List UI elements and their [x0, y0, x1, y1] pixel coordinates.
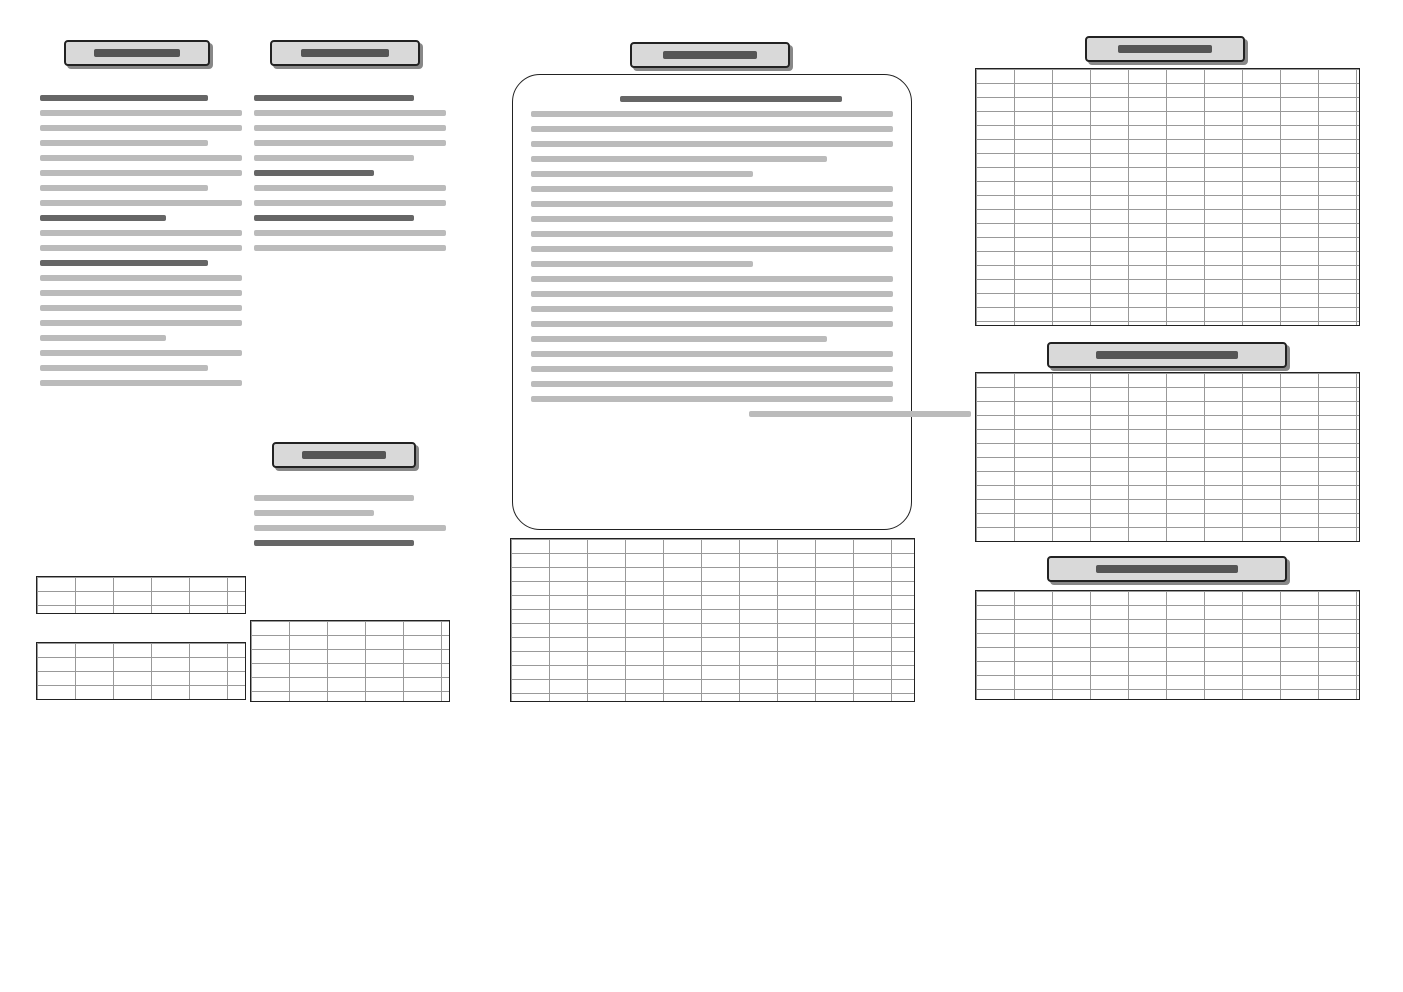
panel-a-text [36, 86, 246, 395]
panel-d-heading-3 [1047, 556, 1287, 582]
panel-b [250, 34, 450, 724]
panel-a [36, 34, 246, 724]
panel-d-heading-1 [1085, 36, 1245, 62]
panel-c-table [510, 538, 915, 702]
panel-c-article-frame [512, 74, 912, 530]
panel-d [975, 34, 1360, 724]
panel-d-table-1 [975, 68, 1360, 326]
panel-d-table-2 [975, 372, 1360, 542]
panel-c-heading [630, 42, 790, 68]
panel-a-table-2 [36, 642, 246, 700]
panel-b-heading-2 [272, 442, 416, 468]
panel-a-table-1 [36, 576, 246, 614]
panel-b-text-top [250, 86, 450, 260]
panel-b-heading [270, 40, 420, 66]
panel-c [510, 34, 915, 724]
panel-c-article-text [513, 87, 911, 426]
panel-d-table-3 [975, 590, 1360, 700]
panel-b-text-bottom [250, 486, 450, 555]
panel-b-table [250, 620, 450, 702]
panel-d-heading-2 [1047, 342, 1287, 368]
panel-a-heading [64, 40, 210, 66]
